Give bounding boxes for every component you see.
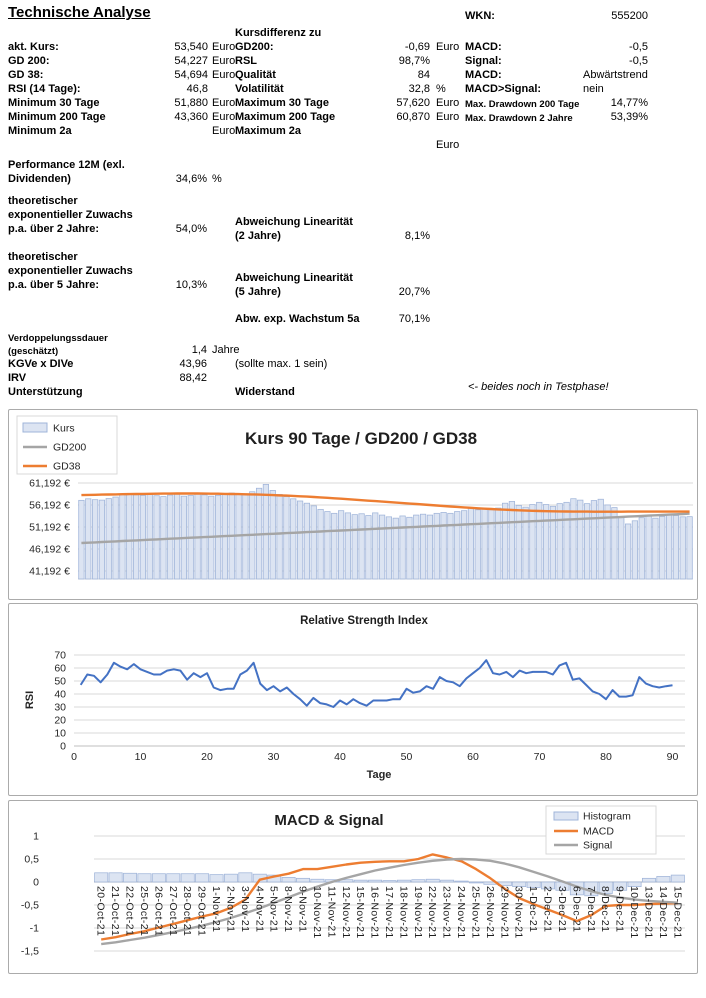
stat-label: Minimum 200 Tage bbox=[8, 111, 106, 123]
y-tick-label: 46,192 € bbox=[29, 543, 70, 556]
x-tick-label: 20 bbox=[201, 751, 213, 763]
histogram-bar bbox=[109, 873, 122, 882]
x-category-label: 4-Nov-21 bbox=[253, 886, 266, 933]
kurs-bar bbox=[448, 513, 453, 579]
x-category-label: 25-Nov-21 bbox=[469, 886, 482, 939]
legend-label: MACD bbox=[583, 825, 614, 838]
legend-label: Signal bbox=[583, 839, 613, 852]
x-tick-label: 70 bbox=[533, 751, 546, 763]
growth5-dev-label-2: (5 Jahre) bbox=[235, 286, 281, 298]
verdopp-label-2: (geschätzt) bbox=[8, 346, 59, 357]
kurs-bar bbox=[236, 495, 241, 579]
perf-label-1: Performance 12M (exl. bbox=[8, 159, 125, 171]
x-category-label: 17-Nov-21 bbox=[383, 886, 395, 939]
widerstand-label: Widerstand bbox=[235, 386, 295, 398]
stat-value: % bbox=[436, 83, 446, 95]
growth5-line3: p.a. über 5 Jahre: bbox=[8, 279, 100, 291]
stat-value: Abwärtstrend bbox=[583, 69, 648, 81]
histogram-bar bbox=[368, 880, 381, 882]
y-tick-label: 60 bbox=[54, 662, 66, 675]
kursdiff-header: Kursdifferenz zu bbox=[235, 27, 322, 39]
kurs-bar bbox=[482, 509, 487, 579]
stat-value: Euro bbox=[212, 41, 236, 53]
x-category-label: 30-Nov-21 bbox=[512, 886, 525, 939]
stat-table bbox=[8, 41, 698, 157]
x-category-label: 3-Nov-21 bbox=[238, 886, 251, 933]
kurs-bar bbox=[338, 511, 343, 579]
verdopp-label-1: Verdoppelungssdauer bbox=[8, 333, 108, 344]
stat-value: 53,540 bbox=[174, 41, 208, 53]
x-category-label: 20-Oct-21 bbox=[94, 886, 107, 937]
kurs-legend-swatch bbox=[23, 423, 47, 432]
legend-label: GD38 bbox=[53, 460, 81, 473]
testphase-note: <- beides noch in Testphase! bbox=[468, 381, 609, 393]
x-category-label: 7-Dec-21 bbox=[584, 886, 597, 933]
rsi-chart-title: Relative Strength Index bbox=[300, 615, 428, 627]
x-category-label: 29-Oct-21 bbox=[195, 886, 208, 937]
kurs-bar bbox=[468, 508, 473, 579]
kurs-bar bbox=[99, 500, 104, 579]
histogram-bar bbox=[412, 880, 425, 882]
x-category-label: 21-Oct-21 bbox=[109, 886, 122, 937]
x-category-label: 13-Dec-21 bbox=[642, 886, 655, 939]
kurs-bar bbox=[489, 510, 494, 579]
y-tick-label: 51,192 € bbox=[29, 521, 70, 534]
x-category-label: 1-Dec-21 bbox=[527, 886, 540, 933]
kurs-bar bbox=[366, 516, 371, 579]
page-title: Technische Analyse bbox=[8, 4, 151, 21]
kurs-bar bbox=[461, 511, 466, 579]
stat-label: Maximum 200 Tage bbox=[235, 111, 336, 123]
kurs-bar bbox=[147, 494, 152, 579]
kurs-bar bbox=[373, 513, 378, 579]
y-tick-label: 0 bbox=[60, 740, 66, 753]
kurs-bar bbox=[496, 508, 501, 579]
stat-value: Euro bbox=[212, 125, 236, 137]
kurs-bar bbox=[619, 516, 624, 579]
kurs-bar bbox=[475, 510, 480, 579]
x-category-label: 23-Nov-21 bbox=[440, 886, 453, 939]
stat-label: GD 200: bbox=[8, 55, 50, 67]
kurs-bar bbox=[666, 514, 671, 579]
stat-label: MACD>Signal: bbox=[465, 83, 542, 95]
kurs-bar bbox=[400, 516, 405, 579]
y-tick-label: 56,192 € bbox=[29, 499, 70, 512]
stat-value: 57,620 bbox=[396, 97, 430, 109]
x-tick-label: 50 bbox=[400, 751, 413, 763]
stat-value: 54,694 bbox=[174, 69, 208, 81]
histogram-bar bbox=[123, 873, 136, 882]
kurs-bar bbox=[379, 515, 384, 579]
rsi-chart-panel[interactable] bbox=[8, 603, 698, 796]
x-category-label: 1-Nov-21 bbox=[210, 886, 223, 933]
histogram-bar bbox=[426, 879, 439, 882]
histogram-bar bbox=[397, 880, 410, 882]
growth2-dev-label-2: (2 Jahre) bbox=[235, 230, 281, 242]
histogram-bar bbox=[671, 875, 684, 882]
histogram-bar bbox=[224, 874, 237, 882]
kurs-bar bbox=[557, 504, 562, 579]
stat-label: MACD: bbox=[465, 41, 502, 53]
rsi-chart bbox=[9, 604, 697, 795]
histogram-legend-swatch bbox=[554, 812, 578, 820]
stat-label: Volatilität bbox=[235, 83, 284, 95]
histogram-bar bbox=[95, 873, 108, 882]
x-category-label: 11-Nov-21 bbox=[325, 886, 338, 938]
irv-label: IRV bbox=[8, 372, 27, 384]
abw-exp-label: Abw. exp. Wachstum 5a bbox=[235, 313, 360, 325]
x-category-label: 19-Nov-21 bbox=[411, 886, 424, 939]
x-category-label: 8-Dec-21 bbox=[599, 886, 612, 933]
growth5-dev-label-1: Abweichung Linearität bbox=[235, 272, 353, 284]
kgve-note: (sollte max. 1 sein) bbox=[235, 358, 328, 370]
histogram-bar bbox=[138, 874, 151, 882]
y-tick-label: 30 bbox=[54, 701, 66, 714]
kurs-legend bbox=[17, 416, 117, 474]
rsi-y-axis-label: RSI bbox=[24, 690, 36, 710]
histogram-bar bbox=[167, 874, 180, 882]
perf-unit: % bbox=[212, 173, 222, 185]
growth5-dev-value: 20,7% bbox=[398, 286, 430, 298]
kurs-bar bbox=[530, 505, 535, 579]
kurs-chart bbox=[9, 410, 697, 599]
irv-value: 88,42 bbox=[179, 372, 207, 384]
kurs-bar bbox=[455, 512, 460, 579]
histogram-bar bbox=[469, 882, 482, 883]
kurs-bar bbox=[543, 505, 548, 579]
stat-value: nein bbox=[583, 83, 604, 95]
kurs-bar bbox=[291, 499, 296, 579]
y-tick-label: 70 bbox=[54, 649, 66, 662]
y-tick-label: 40 bbox=[54, 688, 66, 701]
x-category-label: 15-Nov-21 bbox=[354, 886, 367, 939]
stat-label: akt. Kurs: bbox=[8, 41, 59, 53]
stat-value: -0,69 bbox=[404, 41, 430, 53]
stat-value: 53,39% bbox=[610, 111, 648, 123]
x-category-label: 14-Dec-21 bbox=[656, 886, 669, 939]
kurs-bars bbox=[79, 484, 693, 579]
rsi-x-axis-label: Tage bbox=[366, 769, 392, 781]
x-category-label: 9-Dec-21 bbox=[613, 886, 626, 933]
legend-label: Kurs bbox=[53, 422, 75, 435]
kurs-bar bbox=[325, 512, 330, 579]
kurs-bar bbox=[332, 513, 337, 579]
kurs-bar bbox=[311, 506, 316, 579]
stat-label: Maximum 2a bbox=[235, 125, 302, 137]
x-category-label: 26-Oct-21 bbox=[152, 886, 165, 937]
stat-value: 84 bbox=[417, 69, 430, 81]
histogram-bar bbox=[383, 881, 396, 882]
kurs-bar bbox=[120, 494, 125, 579]
y-tick-label: 61,192 € bbox=[29, 477, 70, 490]
kurs-bar bbox=[523, 507, 528, 579]
y-tick-label: -0,5 bbox=[20, 899, 39, 912]
x-category-label: 10-Dec-21 bbox=[628, 886, 641, 939]
stat-value: 46,8 bbox=[186, 83, 208, 95]
growth2-dev-value: 8,1% bbox=[404, 230, 430, 242]
histogram-bar bbox=[196, 874, 209, 882]
histogram-bar bbox=[210, 875, 223, 882]
kurs-bar bbox=[434, 513, 439, 579]
legend-label: GD200 bbox=[53, 441, 87, 454]
x-category-label: 25-Oct-21 bbox=[137, 886, 150, 937]
kurs-bar bbox=[516, 505, 521, 579]
stat-value: 54,227 bbox=[174, 55, 208, 67]
stat-value: Euro bbox=[212, 111, 236, 123]
kurs-bar bbox=[297, 501, 302, 579]
kurs-chart-panel[interactable] bbox=[8, 409, 698, 600]
y-tick-label: 41,192 € bbox=[29, 565, 70, 578]
x-tick-label: 60 bbox=[467, 751, 479, 763]
histogram-bar bbox=[239, 873, 252, 882]
growth2-value: 54,0% bbox=[175, 223, 207, 235]
kurs-bar bbox=[584, 504, 589, 579]
kurs-bar bbox=[133, 495, 138, 579]
stat-label: Max. Drawdown 2 Jahre bbox=[465, 113, 573, 124]
y-tick-label: 1 bbox=[33, 830, 39, 843]
stat-label: Max. Drawdown 200 Tage bbox=[465, 99, 580, 110]
stat-value: Euro bbox=[436, 111, 460, 123]
kurs-bar bbox=[660, 516, 665, 579]
kurs-bar bbox=[263, 484, 268, 579]
x-category-label: 22-Nov-21 bbox=[426, 886, 439, 939]
histogram-bar bbox=[354, 880, 367, 882]
stat-label: MACD: bbox=[465, 69, 502, 81]
stat-value: Euro bbox=[212, 97, 236, 109]
kurs-bar bbox=[174, 494, 179, 579]
perf-label-2: Dividenden) bbox=[8, 173, 71, 185]
y-tick-label: 50 bbox=[54, 675, 66, 688]
y-tick-label: 10 bbox=[54, 727, 66, 740]
unterstuetzung-label: Unterstützung bbox=[8, 386, 83, 398]
kurs-bar bbox=[687, 517, 692, 579]
stat-value: -0,5 bbox=[629, 41, 648, 53]
x-category-label: 15-Dec-21 bbox=[671, 886, 684, 939]
stat-label: Qualität bbox=[235, 69, 276, 81]
stat-label: Signal: bbox=[465, 55, 502, 67]
x-category-label: 10-Nov-21 bbox=[310, 886, 323, 939]
growth2-dev-label-1: Abweichung Linearität bbox=[235, 216, 353, 228]
x-category-label: 3-Dec-21 bbox=[555, 886, 568, 933]
y-tick-label: -1,5 bbox=[20, 945, 39, 958]
x-tick-label: 0 bbox=[71, 751, 77, 763]
stat-label: Minimum 2a bbox=[8, 125, 72, 137]
kgve-value: 43,96 bbox=[179, 358, 207, 370]
macd-chart-title: MACD & Signal bbox=[274, 812, 384, 829]
stat-label: Maximum 30 Tage bbox=[235, 97, 329, 109]
kurs-bar bbox=[420, 514, 425, 579]
kurs-bar bbox=[625, 524, 630, 579]
perf-value: 34,6% bbox=[175, 173, 207, 185]
stat-value: Euro bbox=[212, 55, 236, 67]
abw-exp-value: 70,1% bbox=[398, 313, 430, 325]
x-category-label: 22-Oct-21 bbox=[123, 886, 136, 937]
kurs-bar bbox=[92, 500, 97, 579]
stat-value: Euro bbox=[212, 69, 236, 81]
kurs-bar bbox=[106, 499, 111, 579]
x-category-label: 2-Dec-21 bbox=[541, 886, 554, 933]
growth5-line1: theoretischer bbox=[8, 251, 78, 263]
x-category-label: 26-Nov-21 bbox=[483, 886, 496, 939]
growth2-line3: p.a. über 2 Jahre: bbox=[8, 223, 100, 235]
verdopp-unit: Jahre bbox=[212, 344, 240, 356]
legend-label: Histogram bbox=[583, 810, 631, 823]
kurs-bar bbox=[277, 494, 282, 579]
stat-value: 43,360 bbox=[174, 111, 208, 123]
kgve-label: KGVe x DIVe bbox=[8, 358, 74, 370]
x-category-label: 16-Nov-21 bbox=[368, 886, 381, 939]
y-tick-label: 0 bbox=[33, 876, 39, 889]
stat-label: RSL bbox=[235, 55, 257, 67]
x-tick-label: 30 bbox=[267, 751, 280, 763]
stat-label: RSI (14 Tage): bbox=[8, 83, 81, 95]
x-category-label: 29-Nov-21 bbox=[498, 886, 511, 939]
wkn-label: WKN: bbox=[465, 10, 495, 22]
kurs-bar bbox=[127, 494, 132, 579]
histogram-bar bbox=[657, 876, 670, 882]
x-tick-label: 80 bbox=[600, 751, 612, 763]
kurs-bar bbox=[318, 509, 323, 579]
histogram-bar bbox=[296, 878, 309, 882]
kurs-bar bbox=[441, 512, 446, 579]
histogram-bar bbox=[282, 877, 295, 882]
kurs-bar bbox=[79, 500, 84, 579]
macd-chart-panel[interactable] bbox=[8, 800, 698, 974]
kurs-bar bbox=[564, 502, 569, 579]
kurs-bar bbox=[345, 513, 350, 579]
kurs-bar bbox=[632, 521, 637, 579]
kurs-bar bbox=[639, 518, 644, 579]
stat-value: 51,880 bbox=[174, 97, 208, 109]
x-category-label: 9-Nov-21 bbox=[296, 886, 309, 933]
x-category-label: 18-Nov-21 bbox=[397, 886, 410, 939]
x-category-label: 8-Nov-21 bbox=[282, 886, 295, 933]
kurs-bar bbox=[550, 506, 555, 579]
growth2-line2: exponentieller Zuwachs bbox=[8, 209, 133, 221]
kurs-bar bbox=[680, 517, 685, 579]
stat-value: Euro bbox=[436, 41, 460, 53]
kurs-bar bbox=[168, 495, 173, 579]
macd-legend bbox=[546, 806, 656, 854]
macd-x-labels bbox=[95, 886, 684, 939]
x-category-label: 6-Dec-21 bbox=[570, 886, 583, 933]
x-tick-label: 90 bbox=[666, 751, 679, 763]
x-tick-label: 10 bbox=[134, 751, 147, 763]
histogram-bar bbox=[181, 874, 194, 882]
kurs-bar bbox=[140, 496, 145, 580]
stat-value: Euro bbox=[436, 139, 460, 151]
kurs-bar bbox=[653, 518, 658, 579]
stat-value: 14,77% bbox=[610, 97, 648, 109]
kurs-bar bbox=[605, 505, 610, 579]
y-tick-label: 20 bbox=[54, 714, 66, 727]
wkn-value: 555200 bbox=[611, 10, 648, 22]
stat-label: GD200: bbox=[235, 41, 274, 53]
histogram-bar bbox=[152, 874, 165, 882]
growth5-line2: exponentieller Zuwachs bbox=[8, 265, 133, 277]
kurs-bar bbox=[113, 497, 118, 579]
growth2-line1: theoretischer bbox=[8, 195, 78, 207]
stat-value: Euro bbox=[436, 97, 460, 109]
kurs-chart-title: Kurs 90 Tage / GD200 / GD38 bbox=[244, 429, 478, 448]
stat-value: 32,8 bbox=[408, 83, 430, 95]
verdopp-value: 1,4 bbox=[191, 344, 207, 356]
kurs-bar bbox=[646, 515, 651, 579]
histogram-bar bbox=[441, 880, 454, 882]
stat-value: 60,870 bbox=[396, 111, 430, 123]
growth5-value: 10,3% bbox=[175, 279, 207, 291]
histogram-bar bbox=[642, 878, 655, 882]
kurs-bar bbox=[86, 499, 91, 579]
rsi-line bbox=[81, 660, 673, 707]
kurs-bar bbox=[352, 515, 357, 579]
kurs-bar bbox=[673, 516, 678, 579]
kurs-bar bbox=[386, 517, 391, 579]
kurs-bar bbox=[154, 496, 159, 579]
histogram-bar bbox=[455, 881, 468, 882]
x-category-label: 27-Oct-21 bbox=[166, 886, 179, 937]
x-category-label: 12-Nov-21 bbox=[339, 886, 352, 939]
macd-chart bbox=[9, 801, 697, 973]
stat-label: Minimum 30 Tage bbox=[8, 97, 100, 109]
kurs-bar bbox=[359, 514, 364, 579]
kurs-bar bbox=[427, 515, 432, 579]
kurs-bar bbox=[284, 497, 289, 579]
kurs-bar bbox=[509, 501, 514, 579]
x-category-label: 28-Oct-21 bbox=[181, 886, 194, 937]
x-category-label: 2-Nov-21 bbox=[224, 886, 237, 933]
kurs-bar bbox=[414, 515, 419, 579]
histogram-bar bbox=[311, 879, 324, 882]
stat-value: -0,5 bbox=[629, 55, 648, 67]
stat-label: GD 38: bbox=[8, 69, 44, 81]
kurs-bar bbox=[304, 503, 309, 579]
x-category-label: 5-Nov-21 bbox=[267, 886, 280, 933]
x-tick-label: 40 bbox=[334, 751, 346, 763]
stat-value: 98,7% bbox=[398, 55, 430, 67]
x-category-label: 24-Nov-21 bbox=[455, 886, 468, 939]
y-tick-label: -1 bbox=[29, 922, 39, 935]
y-tick-label: 0,5 bbox=[24, 853, 39, 866]
kurs-bar bbox=[502, 503, 507, 579]
kurs-bar bbox=[537, 502, 542, 579]
